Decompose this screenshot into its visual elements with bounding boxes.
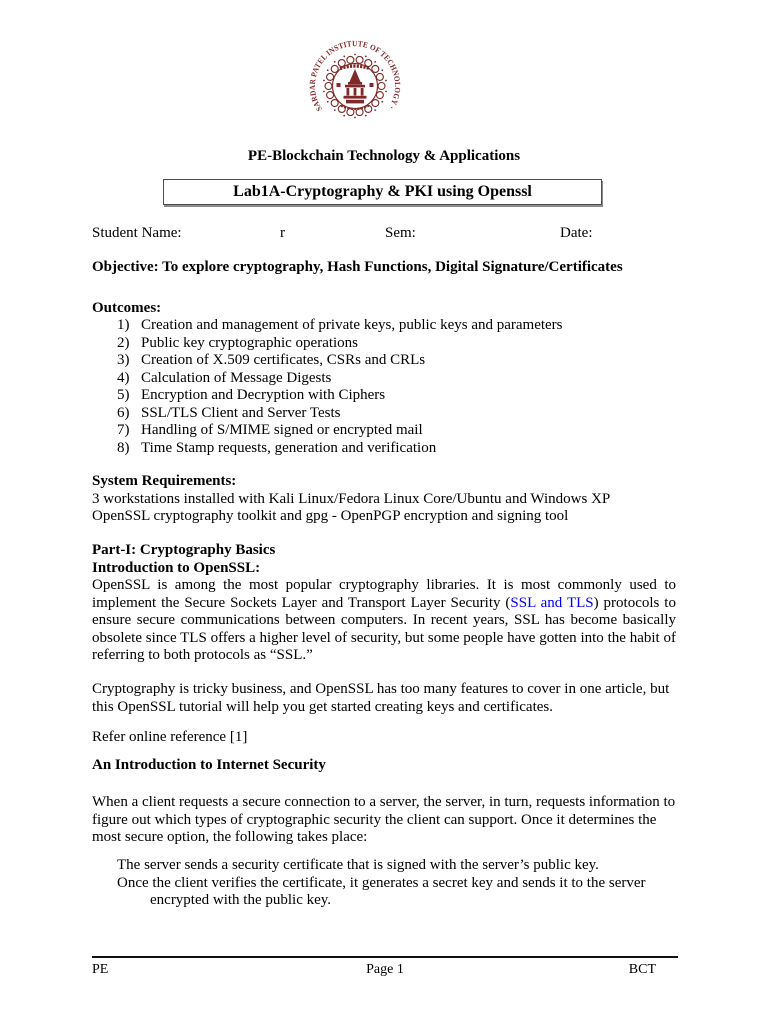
- outcome-item: [92, 370, 676, 388]
- internet-security-paragraph: When a client requests a secure connection to a server, the server, in turn, requests information to figure out which types of cryptographic security the client can support. Once it determines the most secure option, the following takes place:: [92, 794, 676, 845]
- outcome-item: [92, 335, 676, 353]
- lab-title: Lab1A-Cryptography & PKI using Openssl: [233, 183, 532, 200]
- outcome-item: [92, 387, 676, 405]
- ssl-tls-link[interactable]: SSL and TLS: [510, 594, 594, 611]
- outcome-item: [92, 405, 676, 423]
- institute-seal-logo: [307, 38, 403, 134]
- internet-security-heading: An Introduction to Internet Security: [92, 757, 326, 773]
- outcomes-list: [92, 317, 676, 457]
- outcome-number: 2): [117, 334, 130, 351]
- cryptography-tricky-paragraph: Cryptography is tricky business, and OpenSSL has too many features to cover in one article, but this OpenSSL tutorial will help you get started creating keys and certificates.: [92, 681, 670, 715]
- outcome-text: Handling of S/MIME signed or encrypted mail: [141, 422, 423, 438]
- outcome-number: 3): [117, 352, 130, 368]
- outcome-text: SSL/TLS Client and Server Tests: [141, 404, 341, 421]
- paragraph-text: OpenSSL is among the most popular cryptography libraries. It is most commonly used to implement the Secure Sockets Layer and Transport Layer Security (: [92, 577, 676, 611]
- course-title: PE-Blockchain Technology & Applications: [247, 148, 521, 164]
- handshake-step-2: Once the client verifies the certificate, it generates a secret key and sends it to the server encrypted with the public key.: [117, 874, 646, 908]
- outcome-text: Encryption and Decryption with Ciphers: [141, 387, 386, 403]
- outcome-item: [92, 352, 676, 370]
- student-name-value: r: [280, 225, 285, 241]
- paragraph-text: ) protocols to ensure secure communications between computers. In recent years, SSL has become basically obsolete since TLS offers a higher level of security, but some people have gotten into the habit of referring to both protocols as “SSL.”: [92, 594, 676, 663]
- outcome-item: [92, 422, 676, 440]
- system-requirements-section: [92, 473, 676, 526]
- outcome-text: Creation and management of private keys, public keys and parameters: [141, 317, 563, 333]
- objective-heading: Objective: To explore cryptography, Hash Functions, Digital Signature/Certificates: [92, 259, 623, 275]
- outcome-number: 8): [117, 439, 130, 456]
- outcomes-heading: Outcomes:: [92, 300, 162, 316]
- outcome-number: 5): [117, 387, 130, 403]
- reference-line: Refer online reference [1]: [92, 729, 248, 745]
- outcome-number: 4): [117, 369, 130, 386]
- part1-heading: Part-I: Cryptography Basics: [92, 542, 276, 558]
- outcome-number: 7): [117, 422, 130, 438]
- part1-section: [92, 542, 676, 665]
- footer-page-number: Page 1: [366, 962, 404, 977]
- openssl-intro-paragraph: [92, 577, 676, 665]
- outcome-text: Time Stamp requests, generation and verification: [141, 439, 437, 456]
- seal-ring-text: SARDAR PATEL INSTITUTE OF TECHNOLOGY ·: [307, 39, 403, 113]
- system-requirements-line2: OpenSSL cryptography toolkit and gpg - OpenPGP encryption and signing tool: [92, 508, 569, 524]
- outcome-number: 1): [117, 317, 130, 333]
- outcome-text: Public key cryptographic operations: [141, 334, 359, 351]
- handshake-steps: [92, 857, 676, 910]
- system-requirements-line1: 3 workstations installed with Kali Linux/Fedora Linux Core/Ubuntu and Windows XP: [92, 490, 611, 507]
- part1-subheading: Introduction to OpenSSL:: [92, 559, 261, 576]
- outcome-item: [92, 317, 676, 335]
- student-info-row: [92, 225, 676, 243]
- system-requirements-heading: System Requirements:: [92, 473, 237, 489]
- date-label: Date:: [560, 225, 593, 241]
- sem-label: Sem:: [385, 225, 416, 241]
- footer-left: PE: [92, 962, 109, 977]
- outcome-item: [92, 440, 676, 458]
- page-footer: [92, 961, 678, 979]
- student-name-label: Student Name:: [92, 225, 182, 241]
- outcome-text: Calculation of Message Digests: [141, 369, 332, 386]
- outcome-number: 6): [117, 404, 130, 421]
- footer-right: BCT: [628, 962, 656, 977]
- footer-rule: [92, 956, 678, 958]
- handshake-step-1: The server sends a security certificate that is signed with the server’s public key.: [117, 857, 599, 873]
- lab-title-box: [163, 179, 602, 205]
- outcome-text: Creation of X.509 certificates, CSRs and CRLs: [141, 352, 426, 368]
